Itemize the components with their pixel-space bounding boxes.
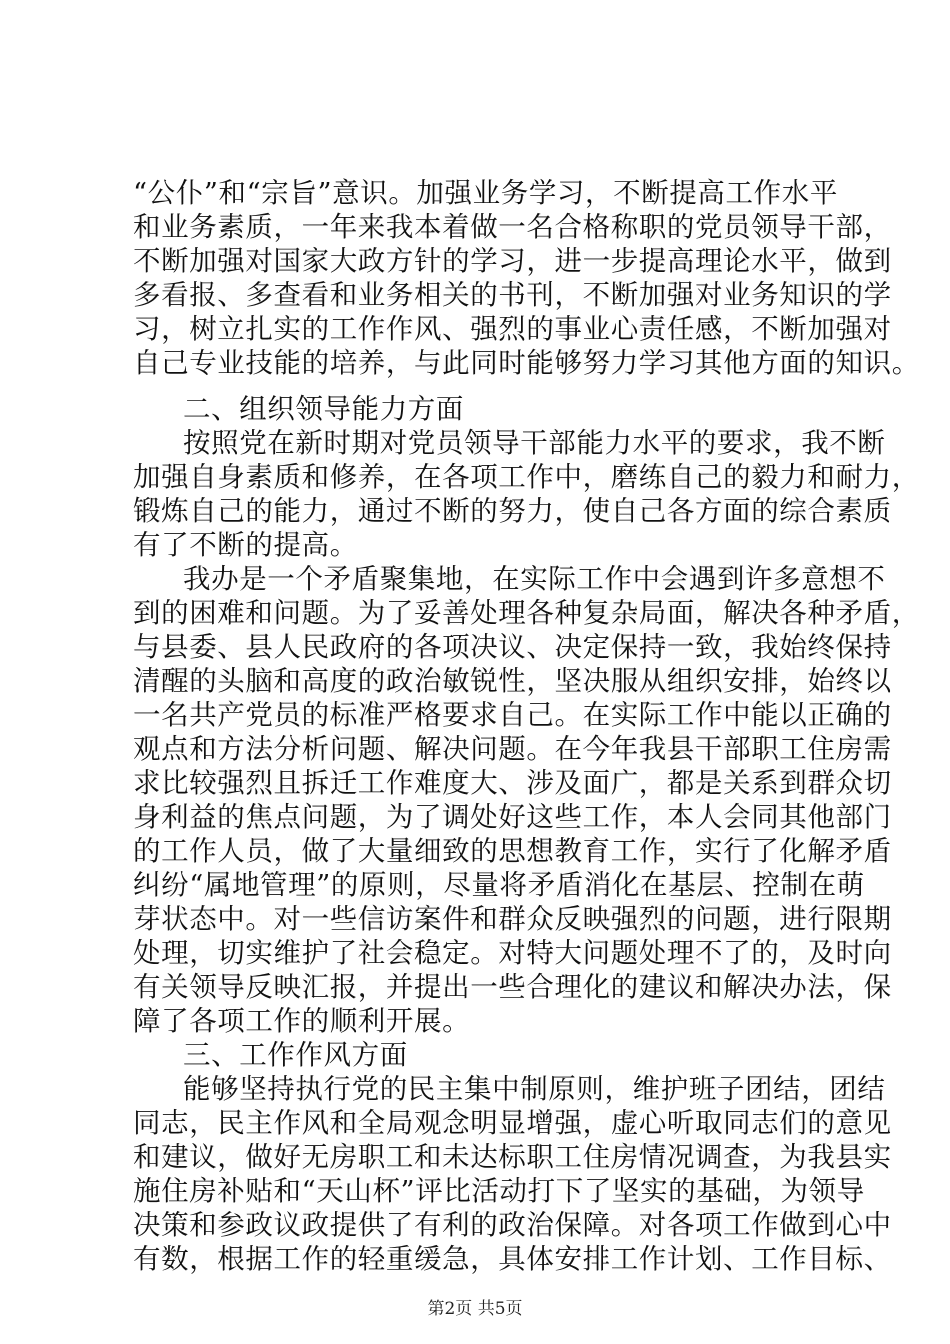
text-line: 纠纷“属地管理”的原则，尽量将矛盾消化在基层、控制在萌: [133, 869, 865, 901]
text-line: 处理，切实维护了社会稳定。对特大问题处理不了的，及时向: [133, 937, 892, 969]
text-line: 不断加强对国家大政方针的学习，进一步提高理论水平，做到: [133, 245, 892, 277]
text-line: 身利益的焦点问题，为了调处好这些工作，本人会同其他部门: [133, 801, 892, 833]
text-line: 施住房补贴和“天山杯”评比活动打下了坚实的基础，为领导: [133, 1175, 865, 1207]
text-line: 观点和方法分析问题、解决问题。在今年我县干部职工住房需: [133, 733, 892, 765]
text-line: 有了不断的提高。: [133, 529, 358, 561]
text-line: 和建议，做好无房职工和未达标职工住房情况调查，为我县实: [133, 1141, 892, 1173]
text-line: 习，树立扎实的工作作风、强烈的事业心责任感，不断加强对: [133, 313, 892, 345]
page-number: 第2页 共5页: [427, 1299, 523, 1319]
section-heading: 二、组织领导能力方面: [183, 393, 464, 425]
text-line: 清醒的头脑和高度的政治敏锐性，坚决服从组织安排，始终以: [133, 665, 892, 697]
text-line: 求比较强烈且拆迁工作难度大、涉及面广，都是关系到群众切: [133, 767, 892, 799]
text-line: 决策和参政议政提供了有利的政治保障。对各项工作做到心中: [133, 1209, 892, 1241]
text-line: 一名共产党员的标准严格要求自己。在实际工作中能以正确的: [133, 699, 892, 731]
text-line: 有关领导反映汇报，并提出一些合理化的建议和解决办法，保: [133, 971, 892, 1003]
text-line: 我办是一个矛盾聚集地，在实际工作中会遇到许多意想不: [183, 563, 886, 595]
text-line: 锻炼自己的能力，通过不断的努力，使自己各方面的综合素质: [133, 495, 892, 527]
text-line: 的工作人员，做了大量细致的思想教育工作，实行了化解矛盾: [133, 835, 892, 867]
text-line: 与县委、县人民政府的各项决议、决定保持一致，我始终保持: [133, 631, 892, 663]
text-line: 到的困难和问题。为了妥善处理各种复杂局面，解决各种矛盾，: [133, 597, 920, 629]
text-line: 多看报、多查看和业务相关的书刊，不断加强对业务知识的学: [133, 279, 892, 311]
text-line: 同志，民主作风和全局观念明显增强，虚心听取同志们的意见: [133, 1107, 892, 1139]
text-line: 能够坚持执行党的民主集中制原则，维护班子团结，团结: [183, 1073, 886, 1105]
text-line: 芽状态中。对一些信访案件和群众反映强烈的问题，进行限期: [133, 903, 892, 935]
text-line: 障了各项工作的顺利开展。: [133, 1005, 471, 1037]
text-line: 自己专业技能的培养，与此同时能够努力学习其他方面的知识。: [133, 347, 920, 379]
text-line: 按照党在新时期对党员领导干部能力水平的要求，我不断: [183, 427, 886, 459]
text-line: 有数，根据工作的轻重缓急，具体安排工作计划、工作目标、: [133, 1243, 892, 1275]
text-line: 加强自身素质和修养，在各项工作中，磨练自己的毅力和耐力，: [133, 461, 920, 493]
text-line: “公仆”和“宗旨”意识。加强业务学习，不断提高工作水平: [133, 177, 838, 209]
section-heading: 三、工作作风方面: [183, 1039, 408, 1071]
text-line: 和业务素质，一年来我本着做一名合格称职的党员领导干部，: [133, 211, 892, 243]
